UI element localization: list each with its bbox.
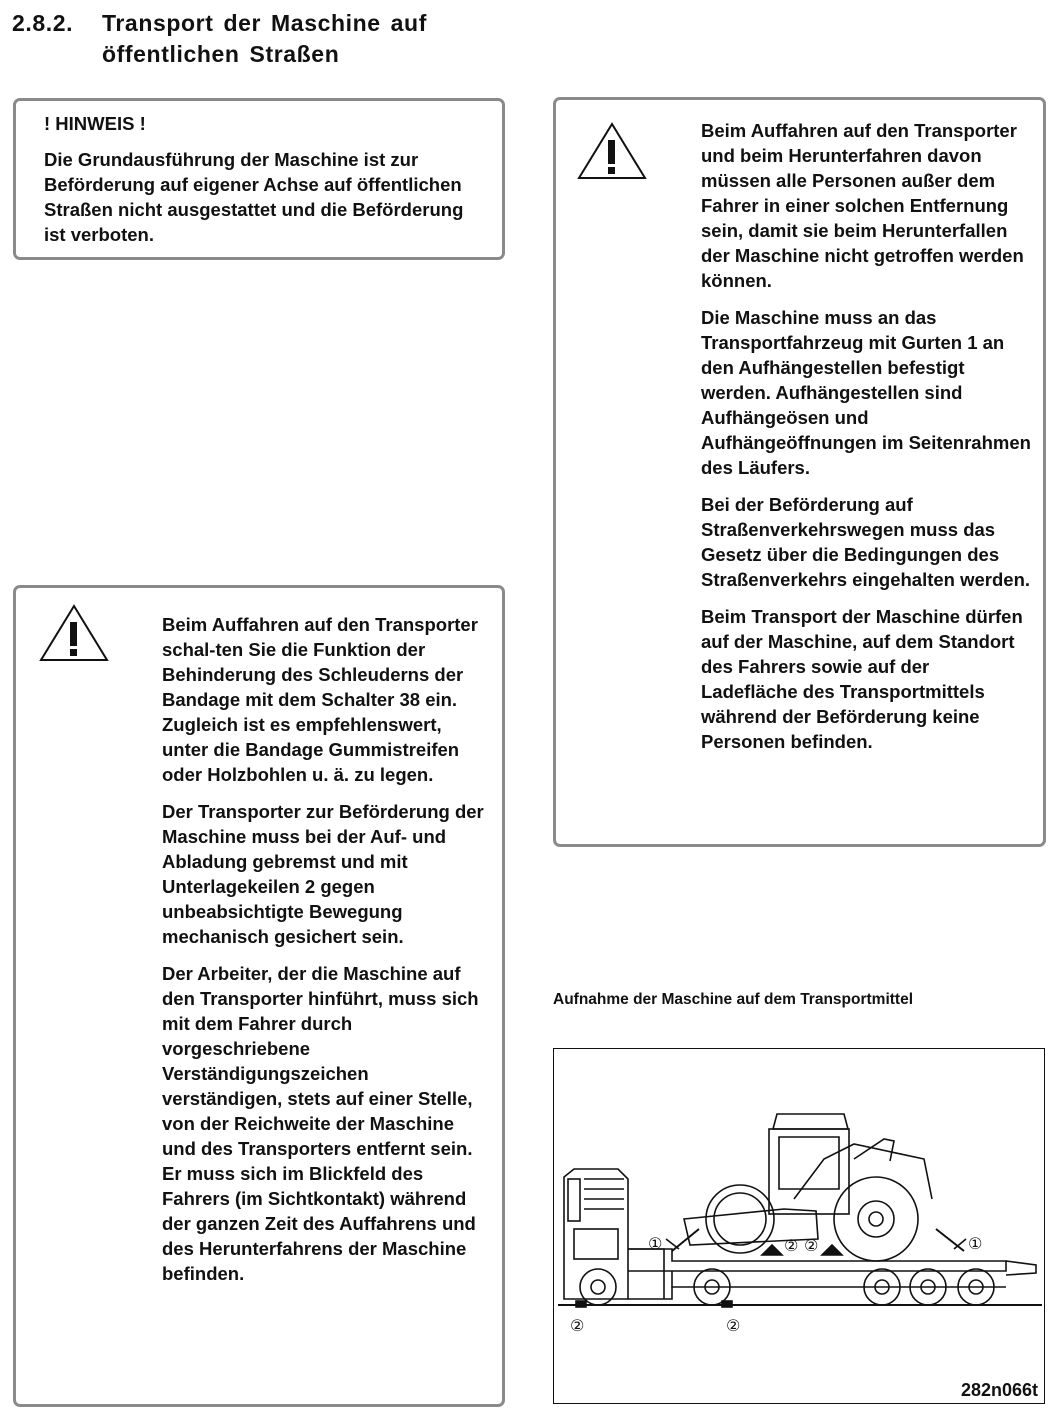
callout-2: ② [570,1316,585,1335]
warning-triangle-icon [38,602,110,669]
callout-1: ① [968,1234,983,1253]
transport-figure [553,1048,1045,1404]
warning-right-paragraph: Beim Auffahren auf den Transporter und beim Herunterfahren davon müssen alle Personen außer dem Fahrer in einer solchen Entfernung sein, damit sie beim Herunterfallen der Maschine nicht getroffen werden können. [701,120,1024,291]
truck-roller-illustration [554,1049,1046,1405]
callout-2: ② [726,1316,741,1335]
warning-box-left [13,585,505,1407]
callout-1: ① [648,1234,663,1253]
callout-2: ② [804,1236,819,1255]
warning-left-text [162,612,492,1298]
warning-right-paragraph: Bei der Beförderung auf Straßenverkehrswegen muss das Gesetz über die Bedingungen des Straßenverkehrs eingehalten werden. [701,494,1031,590]
warning-right-paragraph: Beim Transport der Maschine dürfen auf der Maschine, auf dem Standort des Fahrers sowie auf der Ladefläche des Transportmittels während der Beförderung keine Personen befinden. [701,606,1023,752]
warning-right-paragraph: Die Maschine muss an das Transportfahrzeug mit Gurten 1 an den Aufhängestellen befestigt werden. Aufhängestellen sind Aufhängeösen und Aufhängeöffnungen im Seitenrahmen des Läufers. [701,307,1031,478]
warning-triangle-icon [576,120,648,187]
figure-caption: Aufnahme der Maschine auf dem Transportmittel [553,991,914,1008]
callout-2: ② [784,1236,799,1255]
figure-code: 282n066t [960,1380,1038,1400]
hinweis-box [13,98,505,260]
warning-right-text [701,118,1031,766]
warning-box-right [553,97,1046,847]
hinweis-text: Die Grundausführung der Maschine ist zur Beförderung auf eigener Achse auf öffentlichen Straßen nicht ausgestattet und die Beförderung ist verboten. [44,149,464,245]
hinweis-title: ! HINWEIS ! [44,113,146,134]
section-title-line-2: öffentlichen Straßen [102,41,340,67]
section-heading [12,8,427,70]
warning-left-paragraph: Der Transporter zur Beförderung der Maschine muss bei der Auf- und Abladung gebremst und mit Unterlagekeilen 2 gegen unbeabsichtigte Bewegung mechanisch gesichert sein. [162,801,484,947]
warning-left-paragraph: Der Arbeiter, der die Maschine auf den Transporter hinführt, muss sich mit dem Fahrer durch vorgeschriebene Verständigungszeichen verständigen, stets auf einer Stelle, von der Reichweite der Maschine und des Transporters entfernt sein. Er muss sich im Blickfeld des Fahrers (im Sichtkontakt) während der ganzen Zeit des Auffahrens und des Herunterfahrens der Maschine befinden. [162,963,479,1284]
warning-left-paragraph: Beim Auffahren auf den Transporter schal-ten Sie die Funktion der Behinderung des Schleuderns der Bandage mit dem Schalter 38 ein. Zugleich ist es empfehlenswert, unter die Bandage Gummistreifen oder Holzbohlen u. ä. zu legen. [162,614,478,785]
section-number: 2.8.2. [12,10,74,36]
section-title-line-1: Transport der Maschine auf [102,10,427,36]
